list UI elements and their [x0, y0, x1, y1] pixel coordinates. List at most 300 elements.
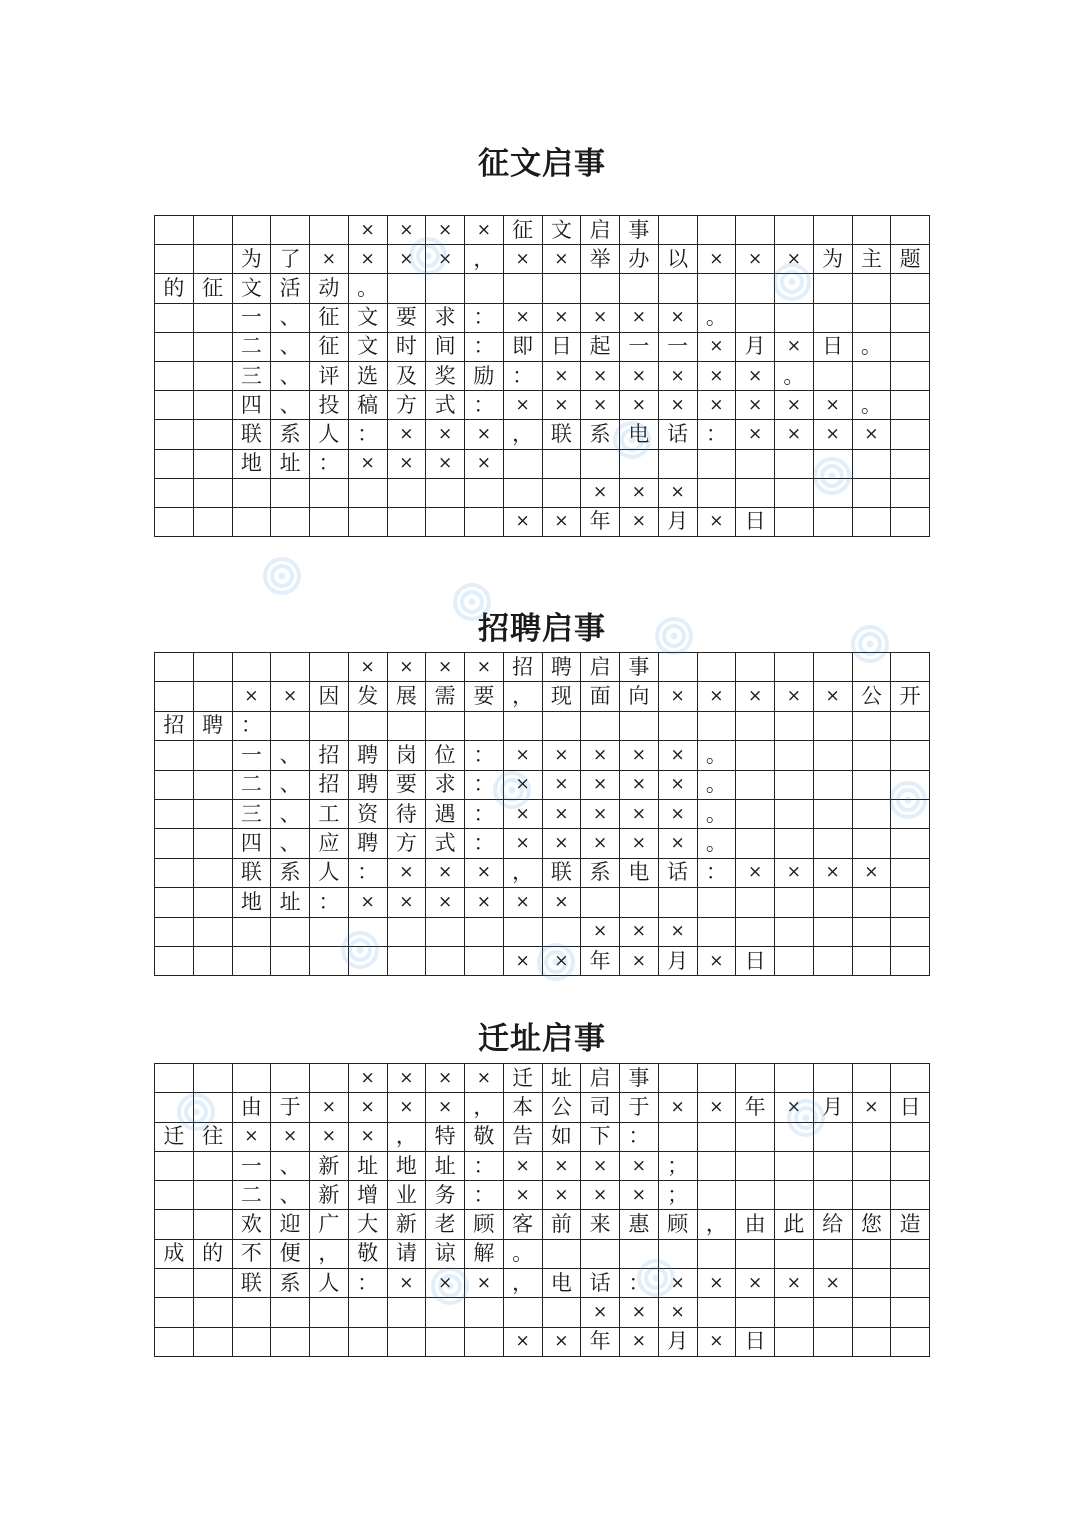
grid-cell: [155, 1152, 194, 1181]
grid-cell: [775, 947, 814, 976]
grid-cell: [194, 304, 233, 333]
grid-cell: ×: [465, 216, 504, 245]
grid-cell: 迎: [271, 1210, 310, 1239]
grid-cell: [581, 274, 620, 303]
grid-cell: [814, 800, 853, 829]
grid-cell: ×: [504, 245, 543, 274]
grid-cell: ×: [543, 1181, 582, 1210]
grid-cell: 二: [233, 771, 272, 800]
grid-cell: [194, 1064, 233, 1093]
grid-cell: [891, 479, 930, 508]
grid-cell: ：: [465, 771, 504, 800]
grid-cell: ×: [349, 888, 388, 917]
grid-cell: ×: [233, 1123, 272, 1152]
grid-cell: ×: [698, 682, 737, 711]
grid-cell: [426, 1328, 465, 1357]
grid-cell: 选: [349, 362, 388, 391]
grid-cell: [155, 859, 194, 888]
grid-cell: ：: [465, 333, 504, 362]
grid-cell: [814, 479, 853, 508]
grid-cell: 应: [310, 829, 349, 858]
grid-cell: 日: [543, 333, 582, 362]
grid-cell: ×: [581, 918, 620, 947]
grid-cell: ×: [581, 741, 620, 770]
grid-cell: 二: [233, 1181, 272, 1210]
grid-cell: [581, 888, 620, 917]
grid-cell: 敬: [349, 1240, 388, 1269]
grid-cell: 系: [271, 420, 310, 449]
grid-cell: [814, 362, 853, 391]
grid-cell: [426, 947, 465, 976]
grid-cell: 、: [271, 800, 310, 829]
grid-cell: ×: [814, 682, 853, 711]
grid-cell: [736, 1123, 775, 1152]
grid-cell: [155, 918, 194, 947]
grid-cell: ，: [504, 859, 543, 888]
grid-cell: 联: [543, 859, 582, 888]
grid-cell: 文: [349, 304, 388, 333]
grid-cell: ×: [659, 1298, 698, 1327]
grid-cell: 人: [310, 859, 349, 888]
grid-cell: ，: [388, 1123, 427, 1152]
grid-cell: 增: [349, 1181, 388, 1210]
grid-cell: [543, 712, 582, 741]
grid-cell: 如: [543, 1123, 582, 1152]
grid-cell: ：: [349, 859, 388, 888]
grid-cell: [853, 362, 892, 391]
grid-cell: 式: [426, 391, 465, 420]
grid-cell: 活: [271, 274, 310, 303]
grid-cell: ×: [698, 333, 737, 362]
grid-cell: [736, 1064, 775, 1093]
grid-cell: ×: [620, 800, 659, 829]
grid-cell: [194, 1210, 233, 1239]
grid-cell: 话: [659, 420, 698, 449]
grid-cell: [736, 1152, 775, 1181]
grid-cell: [891, 653, 930, 682]
grid-cell: ×: [504, 829, 543, 858]
grid-cell: ，: [504, 420, 543, 449]
grid-cell: [504, 712, 543, 741]
grid-cell: [349, 508, 388, 537]
grid-cell: ×: [581, 800, 620, 829]
grid-cell: 、: [271, 741, 310, 770]
grid-cell: 招: [504, 653, 543, 682]
grid-cell: 为: [814, 245, 853, 274]
grid-cell: [426, 479, 465, 508]
grid-cell: 展: [388, 682, 427, 711]
grid-cell: 为: [233, 245, 272, 274]
grid-cell: ×: [349, 1064, 388, 1093]
grid-cell: 征: [310, 304, 349, 333]
grid-cell: [736, 771, 775, 800]
grid-cell: [349, 947, 388, 976]
grid-cell: ×: [775, 1093, 814, 1122]
grid-cell: ×: [310, 245, 349, 274]
grid-cell: [271, 653, 310, 682]
grid-cell: 新: [388, 1210, 427, 1239]
grid-cell: ×: [698, 1328, 737, 1357]
grid-cell: [155, 888, 194, 917]
grid-cell: 址: [543, 1064, 582, 1093]
grid-cell: 待: [388, 800, 427, 829]
grid-cell: [465, 508, 504, 537]
grid-cell: 司: [581, 1093, 620, 1122]
grid-cell: 月: [659, 1328, 698, 1357]
grid-cell: ×: [620, 1181, 659, 1210]
grid-cell: 稿: [349, 391, 388, 420]
grid-cell: ×: [581, 479, 620, 508]
grid-cell: 式: [426, 829, 465, 858]
grid-cell: 您: [853, 1210, 892, 1239]
grid-cell: ×: [310, 1123, 349, 1152]
grid-cell: 、: [271, 391, 310, 420]
grid-cell: ，: [465, 245, 504, 274]
grid-cell: [853, 1328, 892, 1357]
grid-cell: ×: [620, 508, 659, 537]
grid-cell: 日: [736, 1328, 775, 1357]
grid-cell: ×: [775, 333, 814, 362]
grid-cell: 。: [698, 771, 737, 800]
grid-cell: 、: [271, 771, 310, 800]
grid-cell: 联: [233, 1269, 272, 1298]
grid-cell: 特: [426, 1123, 465, 1152]
grid-cell: ×: [426, 1269, 465, 1298]
manuscript-grid: [154, 1063, 930, 1357]
grid-cell: ×: [620, 479, 659, 508]
grid-cell: 月: [659, 947, 698, 976]
grid-cell: [194, 1328, 233, 1357]
grid-cell: ×: [659, 1093, 698, 1122]
grid-cell: ×: [736, 859, 775, 888]
grid-cell: ×: [659, 1269, 698, 1298]
grid-cell: 向: [620, 682, 659, 711]
grid-cell: [194, 1152, 233, 1181]
grid-cell: ×: [465, 1064, 504, 1093]
grid-cell: ：: [465, 741, 504, 770]
grid-cell: ×: [426, 450, 465, 479]
grid-cell: ×: [543, 362, 582, 391]
grid-cell: [233, 653, 272, 682]
grid-cell: [194, 1269, 233, 1298]
grid-cell: ×: [543, 304, 582, 333]
grid-cell: 前: [543, 1210, 582, 1239]
grid-cell: 地: [388, 1152, 427, 1181]
grid-cell: [155, 1328, 194, 1357]
grid-cell: ×: [775, 245, 814, 274]
grid-cell: [891, 391, 930, 420]
grid-cell: ，: [465, 1093, 504, 1122]
grid-cell: ×: [465, 420, 504, 449]
grid-cell: 需: [426, 682, 465, 711]
grid-cell: [194, 391, 233, 420]
grid-cell: [194, 1298, 233, 1327]
grid-cell: 解: [465, 1240, 504, 1269]
grid-cell: 、: [271, 333, 310, 362]
grid-cell: 文: [349, 333, 388, 362]
grid-cell: [271, 947, 310, 976]
grid-cell: [891, 304, 930, 333]
grid-cell: 投: [310, 391, 349, 420]
grid-cell: 征: [310, 333, 349, 362]
grid-cell: [349, 918, 388, 947]
grid-cell: ×: [659, 771, 698, 800]
grid-cell: ×: [543, 1152, 582, 1181]
grid-cell: [775, 1064, 814, 1093]
grid-cell: ×: [620, 1328, 659, 1357]
grid-cell: ×: [698, 245, 737, 274]
grid-cell: 谅: [426, 1240, 465, 1269]
grid-cell: 一: [233, 1152, 272, 1181]
grid-cell: [310, 918, 349, 947]
grid-cell: [853, 800, 892, 829]
grid-cell: [853, 829, 892, 858]
grid-cell: [814, 1298, 853, 1327]
grid-cell: ×: [388, 216, 427, 245]
grid-cell: [853, 508, 892, 537]
grid-cell: 电: [620, 859, 659, 888]
grid-cell: ×: [581, 771, 620, 800]
grid-cell: ×: [620, 829, 659, 858]
grid-cell: 由: [736, 1210, 775, 1239]
grid-cell: [388, 918, 427, 947]
grid-cell: 月: [736, 333, 775, 362]
grid-cell: [271, 1298, 310, 1327]
grid-cell: 现: [543, 682, 582, 711]
grid-cell: [775, 1240, 814, 1269]
grid-cell: ×: [426, 859, 465, 888]
grid-cell: [775, 508, 814, 537]
grid-cell: ×: [620, 1298, 659, 1327]
grid-cell: [465, 274, 504, 303]
grid-cell: ×: [504, 888, 543, 917]
grid-cell: [698, 888, 737, 917]
grid-cell: 主: [853, 245, 892, 274]
grid-cell: ×: [775, 682, 814, 711]
grid-cell: ×: [388, 245, 427, 274]
grid-cell: [891, 274, 930, 303]
grid-cell: [659, 274, 698, 303]
grid-cell: 迁: [155, 1123, 194, 1152]
grid-cell: [814, 1064, 853, 1093]
grid-cell: [465, 947, 504, 976]
grid-cell: [736, 800, 775, 829]
grid-cell: [891, 333, 930, 362]
grid-cell: [698, 216, 737, 245]
grid-cell: [155, 362, 194, 391]
grid-cell: ×: [581, 304, 620, 333]
grid-cell: [233, 918, 272, 947]
grid-cell: [233, 947, 272, 976]
grid-cell: [775, 216, 814, 245]
grid-cell: 老: [426, 1210, 465, 1239]
grid-cell: 。: [853, 333, 892, 362]
grid-cell: [465, 479, 504, 508]
grid-cell: 招: [155, 712, 194, 741]
grid-cell: ×: [465, 859, 504, 888]
grid-cell: [233, 479, 272, 508]
grid-cell: 、: [271, 362, 310, 391]
grid-cell: [388, 508, 427, 537]
grid-cell: 顾: [465, 1210, 504, 1239]
grid-cell: [465, 1328, 504, 1357]
grid-cell: [891, 771, 930, 800]
grid-cell: [736, 216, 775, 245]
grid-cell: [194, 682, 233, 711]
grid-cell: 、: [271, 1181, 310, 1210]
grid-cell: [543, 918, 582, 947]
grid-cell: 月: [659, 508, 698, 537]
grid-cell: 一: [659, 333, 698, 362]
grid-cell: [581, 1240, 620, 1269]
grid-cell: 话: [581, 1269, 620, 1298]
grid-cell: 启: [581, 216, 620, 245]
grid-cell: [736, 304, 775, 333]
grid-cell: 间: [426, 333, 465, 362]
grid-cell: 时: [388, 333, 427, 362]
grid-cell: 遇: [426, 800, 465, 829]
grid-cell: [775, 829, 814, 858]
grid-cell: [775, 712, 814, 741]
grid-cell: [194, 947, 233, 976]
grid-cell: [698, 712, 737, 741]
grid-cell: ×: [388, 1064, 427, 1093]
grid-cell: [388, 712, 427, 741]
grid-cell: ×: [310, 1093, 349, 1122]
grid-cell: 聘: [349, 741, 388, 770]
grid-cell: ：: [465, 800, 504, 829]
grid-cell: ×: [465, 653, 504, 682]
grid-cell: [775, 274, 814, 303]
grid-cell: 及: [388, 362, 427, 391]
grid-cell: 由: [233, 1093, 272, 1122]
grid-cell: [310, 712, 349, 741]
grid-cell: ：: [698, 420, 737, 449]
grid-cell: [659, 450, 698, 479]
grid-cell: 。: [504, 1240, 543, 1269]
grid-cell: [853, 1152, 892, 1181]
grid-cell: 聘: [349, 829, 388, 858]
grid-cell: [853, 918, 892, 947]
grid-cell: [853, 888, 892, 917]
grid-cell: [853, 947, 892, 976]
grid-cell: 日: [891, 1093, 930, 1122]
grid-cell: ：: [310, 888, 349, 917]
grid-cell: 征: [504, 216, 543, 245]
grid-cell: ×: [504, 1328, 543, 1357]
grid-cell: 来: [581, 1210, 620, 1239]
grid-cell: 联: [233, 859, 272, 888]
grid-cell: ×: [659, 391, 698, 420]
grid-cell: 顾: [659, 1210, 698, 1239]
grid-cell: 以: [659, 245, 698, 274]
grid-cell: ×: [349, 245, 388, 274]
grid-cell: 招: [310, 771, 349, 800]
grid-cell: ×: [543, 888, 582, 917]
grid-cell: ×: [504, 304, 543, 333]
grid-cell: [891, 362, 930, 391]
grid-cell: [814, 888, 853, 917]
grid-cell: [620, 1240, 659, 1269]
grid-cell: 举: [581, 245, 620, 274]
grid-cell: [853, 1269, 892, 1298]
grid-cell: ×: [620, 304, 659, 333]
grid-cell: [775, 1152, 814, 1181]
grid-cell: ×: [736, 682, 775, 711]
grid-cell: [814, 918, 853, 947]
grid-cell: ×: [543, 741, 582, 770]
grid-cell: 系: [581, 859, 620, 888]
grid-cell: [426, 918, 465, 947]
grid-cell: [891, 888, 930, 917]
grid-cell: [814, 653, 853, 682]
grid-cell: [736, 712, 775, 741]
grid-cell: [504, 1298, 543, 1327]
grid-cell: ×: [349, 450, 388, 479]
grid-cell: [698, 1240, 737, 1269]
grid-cell: [233, 1064, 272, 1093]
grid-cell: [659, 888, 698, 917]
grid-cell: ×: [233, 682, 272, 711]
grid-cell: 日: [736, 947, 775, 976]
grid-cell: 敬: [465, 1123, 504, 1152]
grid-cell: 聘: [194, 712, 233, 741]
grid-cell: 。: [698, 829, 737, 858]
grid-cell: 资: [349, 800, 388, 829]
grid-cell: [349, 712, 388, 741]
grid-cell: [736, 274, 775, 303]
grid-cell: [271, 1328, 310, 1357]
grid-cell: 年: [581, 508, 620, 537]
grid-cell: [736, 450, 775, 479]
grid-cell: ×: [620, 362, 659, 391]
grid-cell: 三: [233, 800, 272, 829]
grid-cell: [271, 1064, 310, 1093]
grid-cell: ×: [736, 362, 775, 391]
grid-cell: [891, 508, 930, 537]
grid-cell: ×: [581, 1298, 620, 1327]
grid-cell: 四: [233, 391, 272, 420]
grid-cell: [504, 450, 543, 479]
grid-cell: 启: [581, 653, 620, 682]
grid-cell: 一: [233, 741, 272, 770]
grid-cell: [194, 653, 233, 682]
grid-cell: [194, 918, 233, 947]
grid-cell: ：: [233, 712, 272, 741]
grid-cell: ：: [310, 450, 349, 479]
grid-cell: [775, 1328, 814, 1357]
grid-cell: [620, 274, 659, 303]
grid-cell: [310, 1328, 349, 1357]
grid-cell: ：: [349, 420, 388, 449]
grid-cell: 本: [504, 1093, 543, 1122]
grid-cell: 年: [581, 1328, 620, 1357]
grid-cell: ×: [775, 420, 814, 449]
grid-cell: [504, 479, 543, 508]
grid-cell: [814, 1240, 853, 1269]
grid-cell: [853, 304, 892, 333]
grid-cell: ×: [620, 391, 659, 420]
grid-cell: 招: [310, 741, 349, 770]
grid-cell: 客: [504, 1210, 543, 1239]
grid-cell: 务: [426, 1181, 465, 1210]
grid-cell: [155, 304, 194, 333]
grid-cell: [155, 771, 194, 800]
grid-cell: 、: [271, 1152, 310, 1181]
grid-cell: 因: [310, 682, 349, 711]
grid-cell: [310, 1298, 349, 1327]
grid-cell: [543, 1240, 582, 1269]
